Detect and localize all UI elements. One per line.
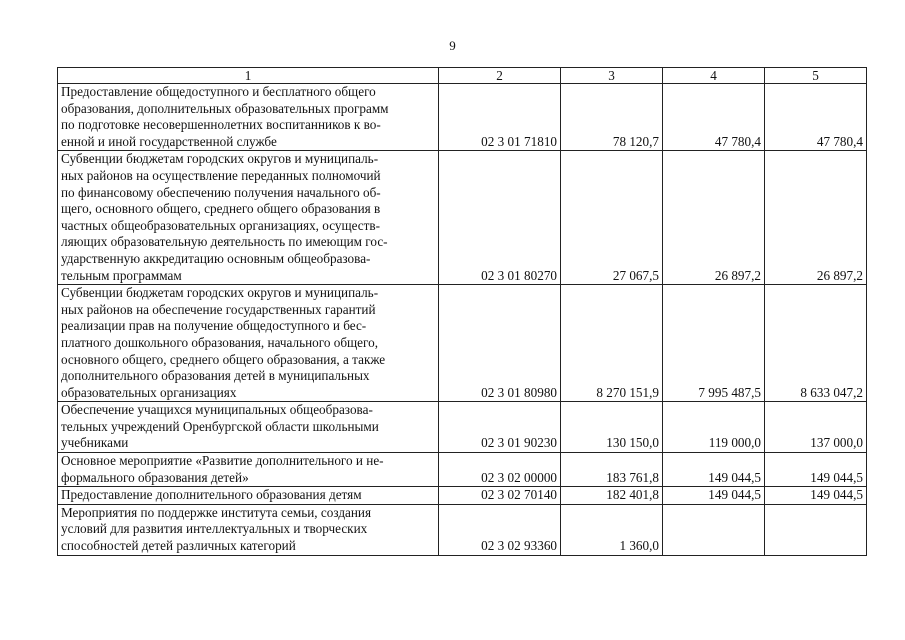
row-value-col5: 137 000,0 xyxy=(765,402,867,453)
row-code: 02 3 02 70140 xyxy=(439,487,561,505)
row-code: 02 3 01 90230 xyxy=(439,402,561,453)
row-code: 02 3 02 00000 xyxy=(439,453,561,487)
table-header-row xyxy=(58,68,867,84)
row-value-col5: 8 633 047,2 xyxy=(765,285,867,402)
row-value-col5: 47 780,4 xyxy=(765,84,867,151)
row-value-col4: 119 000,0 xyxy=(663,402,765,453)
row-name-line: учебниками xyxy=(61,435,129,451)
table-row xyxy=(58,504,867,555)
row-name xyxy=(58,285,439,402)
row-name-line: ляющих образовательную деятельность по имеющим гос- xyxy=(61,234,388,250)
column-header: 1 xyxy=(58,68,439,84)
row-name-line: Мероприятия по поддержке института семьи, создания xyxy=(61,504,372,520)
row-value-col3: 78 120,7 xyxy=(561,84,663,151)
row-code: 02 3 01 80270 xyxy=(439,151,561,285)
column-header: 2 xyxy=(439,68,561,84)
table-row xyxy=(58,285,867,402)
row-name xyxy=(58,151,439,285)
row-name xyxy=(58,84,439,151)
row-name xyxy=(58,453,439,487)
row-name-line: Обеспечение учащихся муниципальных общеобразова- xyxy=(61,402,373,418)
row-name-line: енной и иной государственной службе xyxy=(61,133,277,149)
row-name xyxy=(58,402,439,453)
row-value-col4 xyxy=(663,504,765,555)
row-value-col3: 182 401,8 xyxy=(561,487,663,505)
row-name-line: тельным программам xyxy=(61,267,182,283)
row-name xyxy=(58,504,439,555)
row-name-line: реализации прав на получение общедоступного и бес- xyxy=(61,318,367,334)
budget-table xyxy=(57,67,867,556)
row-name-line: условий для развития интеллектуальных и творческих xyxy=(61,521,368,537)
row-value-col3: 1 360,0 xyxy=(561,504,663,555)
row-name-line: Основное мероприятие «Развитие дополнительного и не- xyxy=(61,453,384,469)
row-name-line: Предоставление общедоступного и бесплатного общего xyxy=(61,84,376,99)
row-value-col5: 149 044,5 xyxy=(765,487,867,505)
column-header: 3 xyxy=(561,68,663,84)
column-header: 5 xyxy=(765,68,867,84)
page-number: 9 xyxy=(449,38,456,53)
table-row xyxy=(58,84,867,151)
row-name-line: ных районов на осуществление переданных полномочий xyxy=(61,167,381,183)
table-row xyxy=(58,151,867,285)
row-code: 02 3 01 80980 xyxy=(439,285,561,402)
table-row xyxy=(58,453,867,487)
row-code: 02 3 02 93360 xyxy=(439,504,561,555)
row-value-col3: 8 270 151,9 xyxy=(561,285,663,402)
row-name-line: частных общеобразовательных организациях, осуществ- xyxy=(61,217,381,233)
row-value-col4: 26 897,2 xyxy=(663,151,765,285)
row-value-col4: 47 780,4 xyxy=(663,84,765,151)
row-name-line: образовательных организациях xyxy=(61,384,237,400)
row-code: 02 3 01 71810 xyxy=(439,84,561,151)
row-name-line: способностей детей различных категорий xyxy=(61,538,296,554)
row-value-col4: 149 044,5 xyxy=(663,487,765,505)
row-name-line: формального образования детей» xyxy=(61,469,249,485)
row-value-col4: 149 044,5 xyxy=(663,453,765,487)
row-name-line: основного общего, среднего общего образования, а также xyxy=(61,351,386,367)
row-name-line: платного дошкольного образования, начального общего, xyxy=(61,334,379,350)
row-name-line: образования, дополнительных образовательных программ xyxy=(61,100,389,116)
row-value-col3: 130 150,0 xyxy=(561,402,663,453)
row-value-col3: 183 761,8 xyxy=(561,453,663,487)
row-name-line: Субвенции бюджетам городских округов и муниципаль- xyxy=(61,151,379,167)
table-body xyxy=(58,84,867,556)
row-name-line: Предоставление дополнительного образования детям xyxy=(61,487,362,503)
row-name xyxy=(58,487,439,505)
row-value-col5: 26 897,2 xyxy=(765,151,867,285)
row-name-line: тельных учреждений Оренбургской области школьными xyxy=(61,418,379,434)
row-name-line: Субвенции бюджетам городских округов и муниципаль- xyxy=(61,285,379,301)
row-value-col5 xyxy=(765,504,867,555)
row-name-line: ударственную аккредитацию основным общеобразова- xyxy=(61,250,371,266)
row-name-line: дополнительного образования детей в муниципальных xyxy=(61,368,370,384)
column-header: 4 xyxy=(663,68,765,84)
row-name-line: щего, основного общего, среднего общего образования в xyxy=(61,201,381,217)
row-value-col3: 27 067,5 xyxy=(561,151,663,285)
row-name-line: по подготовке несовершеннолетних воспитанников к во- xyxy=(61,117,381,133)
row-value-col4: 7 995 487,5 xyxy=(663,285,765,402)
row-name-line: ных районов на обеспечение государственных гарантий xyxy=(61,301,376,317)
row-name-line: по финансовому обеспечению получения начального об- xyxy=(61,184,381,200)
row-value-col5: 149 044,5 xyxy=(765,453,867,487)
table-row xyxy=(58,487,867,505)
table-row xyxy=(58,402,867,453)
